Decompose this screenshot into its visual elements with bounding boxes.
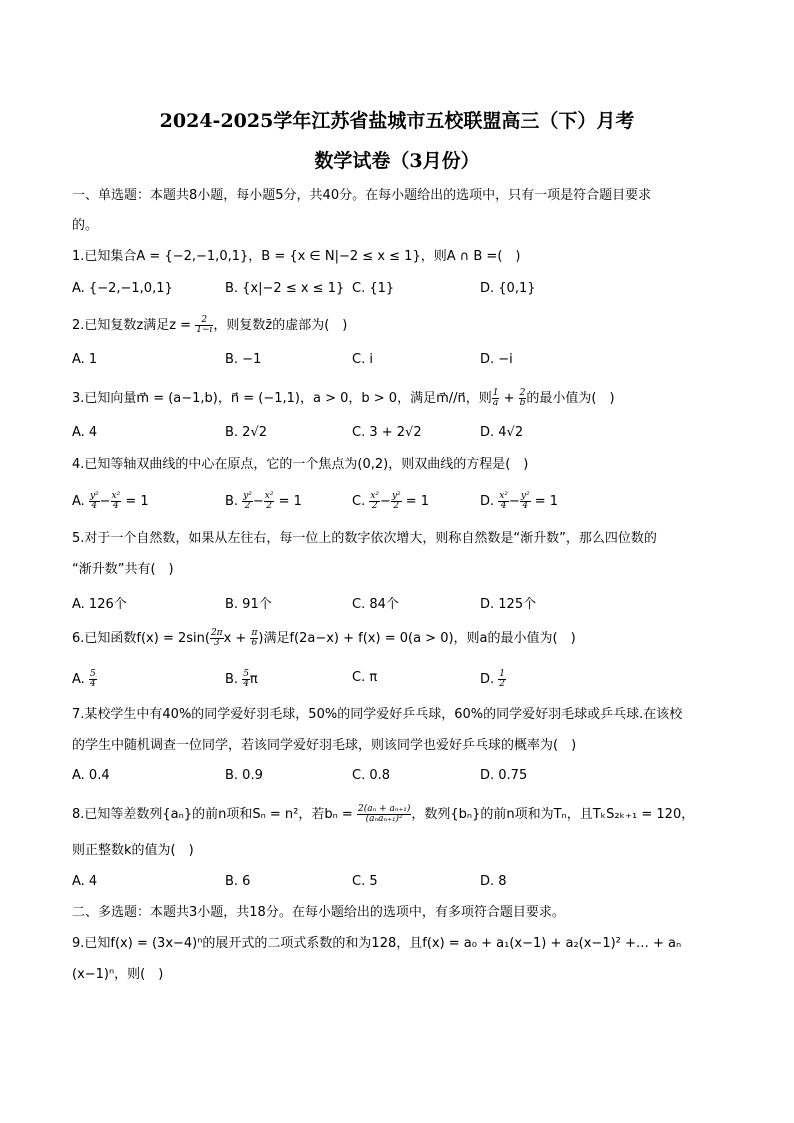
denominator: 4 — [500, 501, 507, 511]
fraction — [242, 492, 253, 511]
option-c: C. $\frac{\text{x²}}{2}$ − $\frac{\text{y²}}{2}$ = 1 — [352, 491, 430, 511]
fraction — [264, 492, 275, 511]
numerator: 5 — [89, 669, 96, 679]
equation-tail: = 1 — [530, 494, 559, 509]
stem-text: x + — [223, 631, 251, 646]
fraction — [242, 670, 250, 689]
denominator: 4 — [522, 501, 529, 511]
option-a — [72, 670, 97, 689]
question-8-stem-line2: 则正整数k的值为( ) — [72, 843, 194, 858]
denominator: 2 — [393, 501, 400, 511]
numerator: 5 — [243, 669, 249, 679]
option-label: B. — [225, 672, 243, 687]
equation-tail: = 1 — [121, 494, 149, 509]
numerator: 1 — [492, 388, 499, 398]
option-c: C. i — [352, 352, 373, 367]
numerator: 2π — [210, 628, 223, 638]
question-7-stem-line1: 7.某校学生中有40%的同学爱好羽毛球，50%的同学爱好乒乓球，60%的同学爱好羽毛球或乒乓球.在该校 — [72, 707, 683, 722]
exam-title-line1: 2024-2025学年江苏省盐城市五校联盟高三（下）月考 — [159, 110, 635, 132]
question-2-stem — [72, 316, 732, 335]
fraction — [357, 805, 411, 824]
numerator: y² — [520, 491, 530, 501]
stem-text: 6.已知函数f(x) = 2sin( — [72, 631, 210, 646]
option-c: C. π — [352, 670, 378, 685]
denominator: a — [492, 398, 499, 408]
numerator: 2(aₙ + aₙ₊₁) — [357, 804, 411, 814]
fraction — [498, 670, 506, 689]
denominator: 1−i — [196, 325, 213, 335]
numerator: y² — [89, 491, 99, 501]
denominator: 6 — [251, 638, 258, 648]
fraction — [195, 316, 213, 335]
option-c: C. 0.8 — [352, 768, 391, 783]
denominator: b — [519, 398, 526, 408]
numerator: 2 — [195, 316, 213, 326]
option-label: D. — [480, 672, 499, 687]
denominator: 2 — [499, 679, 506, 689]
option-d: D. 8 — [480, 874, 507, 889]
question-7-options — [72, 768, 732, 786]
question-9-stem-line1: 9.已知f(x) = (3x−4)ⁿ的展开式的二项式系数的和为128，且f(x) = a₀ + a₁(x−1) + a₂(x−1)² +… + aₙ — [72, 936, 682, 951]
numerator: x² — [111, 491, 121, 501]
option-d: D. $\frac{\text{x²}}{4}$ − $\frac{\text{y²}}{4}$ = 1 — [480, 491, 559, 511]
question-6-stem — [72, 629, 732, 648]
denominator: 4 — [91, 501, 98, 511]
stem-text: 3.已知向量m⃗ = (a−1,b)，n⃗ = (−1,1)，a > 0，b > 0，满足m⃗//n⃗，则 — [72, 391, 492, 406]
option-label: A. — [72, 494, 89, 509]
numerator: x² — [264, 491, 274, 501]
numerator: x² — [499, 491, 508, 501]
question-4-stem: 4.已知等轴双曲线的中心在原点，它的一个焦点为(0,2)，则双曲线的方程是( ) — [72, 457, 529, 472]
equation-tail: = 1 — [274, 494, 302, 509]
question-8-options — [72, 874, 732, 892]
plus-sign: + — [499, 391, 519, 406]
option-c: C. 3 + 2√2 — [352, 425, 422, 440]
fraction — [111, 492, 122, 511]
stem-text: )满足f(2a−x) + f(x) = 0(a > 0)，则a的最小值为( ) — [258, 631, 576, 646]
section-single-choice-line1: 一、单选题：本题共8小题，每小题5分，共40分。在每小题给出的选项中，只有一项是符合题目要求 — [72, 188, 652, 203]
option-label: A. — [72, 672, 89, 687]
denominator: 4 — [89, 679, 96, 689]
option-a: A. 126个 — [72, 597, 127, 612]
stem-text: ，数列{bₙ}的前n项和为Tₙ，且TₖS₂ₖ₊₁ = 120， — [411, 807, 695, 822]
numerator: y² — [391, 491, 401, 501]
question-2-options — [72, 352, 732, 370]
option-d: D. 4√2 — [480, 425, 524, 440]
section-multi-choice: 二、多选题：本题共3小题，共18分。在每小题给出的选项中，有多项符合题目要求。 — [72, 905, 565, 920]
option-c: C. 5 — [352, 874, 378, 889]
question-7-stem-line2: 的学生中随机调查一位同学，若该同学爱好羽毛球，则该同学也爱好乒乓球的概率为( ) — [72, 738, 577, 753]
question-1-options — [72, 281, 732, 299]
fraction — [498, 492, 509, 511]
fraction — [210, 629, 224, 648]
question-3-options — [72, 425, 732, 443]
option-tail: π — [249, 672, 258, 687]
option-b — [225, 670, 258, 689]
option-b: B. {x|−2 ≤ x ≤ 1} — [225, 281, 345, 296]
question-1-stem: 1.已知集合A = {−2,−1,0,1}，B = {x ∈ N|−2 ≤ x ≤ 1}，则A ∩ B =( ) — [72, 249, 521, 264]
question-3-stem — [72, 389, 732, 408]
option-c: C. 84个 — [352, 597, 399, 612]
option-d: D. 0.75 — [480, 768, 528, 783]
question-4-options — [72, 492, 732, 510]
option-a: A. {−2,−1,0,1} — [72, 281, 173, 296]
section-single-choice-line2: 的。 — [72, 218, 99, 233]
denominator: 3 — [213, 638, 220, 648]
question-5-stem-line2: “渐升数”共有( ) — [72, 562, 174, 577]
option-b: B. 6 — [225, 874, 251, 889]
option-label: D. — [480, 494, 499, 509]
option-d — [480, 670, 506, 689]
option-b: B. 2√2 — [225, 425, 268, 440]
fraction — [89, 492, 100, 511]
denominator: 2 — [266, 501, 272, 511]
question-9-stem-line2: (x−1)ⁿ，则( ) — [72, 967, 164, 982]
denominator: 2 — [371, 501, 378, 511]
denominator: 4 — [243, 679, 249, 689]
question-6-options — [72, 670, 732, 688]
option-a: A. 4 — [72, 425, 98, 440]
equation-tail: = 1 — [401, 494, 430, 509]
denominator: (aₙaₙ₊₁)² — [365, 814, 403, 824]
option-label: C. — [352, 494, 370, 509]
option-d: D. −i — [480, 352, 513, 367]
option-a: A. $\frac{\text{y²}}{4}$ − $\frac{\text{x²}}{4}$ = 1 — [72, 491, 149, 511]
question-8-stem-line1 — [72, 805, 732, 824]
option-a: A. 0.4 — [72, 768, 110, 783]
option-d: D. 125个 — [480, 597, 537, 612]
option-b: B. 0.9 — [225, 768, 263, 783]
option-a: A. 1 — [72, 352, 98, 367]
stem-text: 8.已知等差数列{aₙ}的前n项和Sₙ = n²，若bₙ = — [72, 807, 357, 822]
numerator: 1 — [499, 669, 506, 679]
stem-text: 2.已知复数z满足z = — [72, 318, 196, 333]
stem-text: 的最小值为( ) — [526, 391, 615, 406]
option-b: B. $\frac{\text{y²}}{2}$ − $\frac{\text{x²}}{2}$ = 1 — [225, 491, 302, 511]
option-b: B. 91个 — [225, 597, 272, 612]
option-a: A. 4 — [72, 874, 98, 889]
denominator: 2 — [244, 501, 251, 511]
fraction — [391, 492, 402, 511]
stem-text: ，则复数z̄的虚部为( ) — [213, 318, 348, 333]
question-5-options — [72, 593, 732, 611]
question-5-stem-line1: 5.对于一个自然数，如果从左往右，每一位上的数字依次增大，则称自然数是“渐升数”，那么四位数的 — [72, 531, 657, 546]
option-d: D. {0,1} — [480, 281, 536, 296]
numerator: 2 — [519, 388, 526, 398]
denominator: 4 — [113, 501, 119, 511]
numerator: y² — [243, 491, 252, 501]
option-b: B. −1 — [225, 352, 262, 367]
numerator: x² — [370, 491, 380, 501]
option-label: B. — [225, 494, 243, 509]
fraction — [89, 670, 97, 689]
numerator: π — [251, 628, 258, 638]
fraction — [369, 492, 380, 511]
exam-title-line2: 数学试卷（3月份） — [314, 150, 480, 172]
option-c: C. {1} — [352, 281, 395, 296]
fraction — [520, 492, 531, 511]
